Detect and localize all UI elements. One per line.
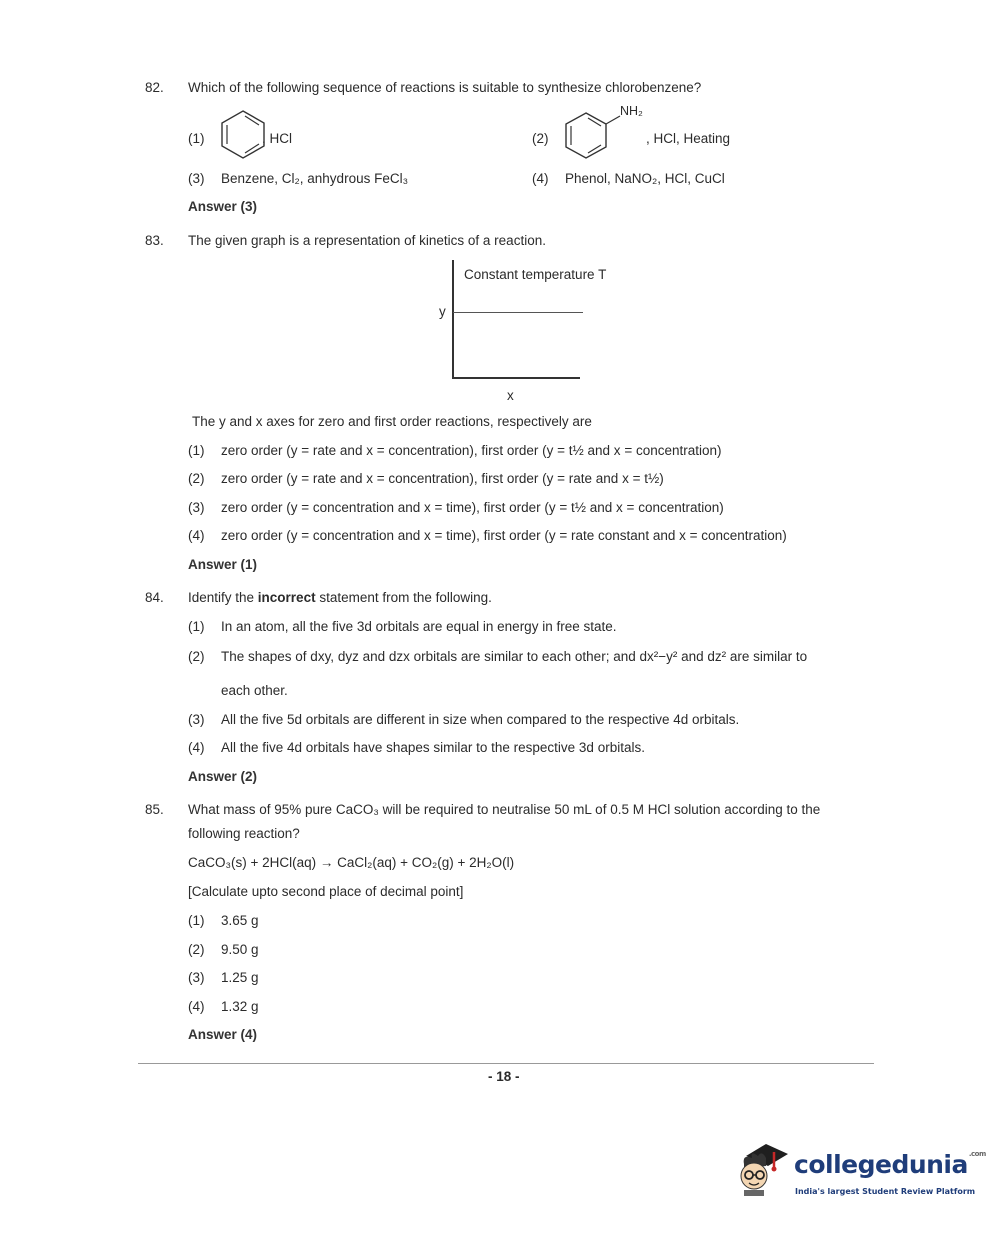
q84-option: (4) All the five 4d orbitals have shapes similar to the respective 3d orbitals. — [188, 740, 645, 755]
graph-x-label: x — [507, 388, 514, 403]
q83-text: The given graph is a representation of kinetics of a reaction. — [188, 233, 546, 248]
brand-tagline: India's largest Student Review Platform — [795, 1187, 976, 1196]
q84-text: Identify the incorrect statement from the following. — [188, 590, 492, 605]
q84-number: 84. — [145, 590, 164, 605]
q83-subtext: The y and x axes for zero and first order reactions, respectively are — [192, 414, 592, 429]
graph-y-axis — [452, 260, 454, 378]
q84-answer: Answer (2) — [188, 769, 258, 784]
q85-number: 85. — [145, 802, 164, 817]
graph-x-axis — [452, 377, 580, 379]
q82-opt1-num: (1) — [188, 131, 205, 146]
graph-title: Constant temperature T — [464, 267, 607, 282]
q83-answer: Answer (1) — [188, 557, 258, 572]
page-number: - 18 - — [488, 1069, 520, 1084]
benzene-ring-icon — [218, 108, 268, 160]
q82-number: 82. — [145, 80, 164, 95]
q85-option: (1) 3.65 g — [188, 913, 259, 928]
q85-text-line1: What mass of 95% pure CaCO₃ will be required to neutralise 50 mL of 0.5 M HCl solution according to the — [188, 802, 821, 817]
q84-option: (2) The shapes of dxy, dyz and dzx orbitals are similar to each other; and dx²−y² and dz² are similar to — [188, 649, 808, 664]
q85-option: (4) 1.32 g — [188, 999, 259, 1014]
q82-opt1-text: , HCl — [262, 131, 293, 146]
q85-text-line2: following reaction? — [188, 826, 300, 841]
q82-opt3: (3) Benzene, Cl₂, anhydrous FeCl₃ — [188, 171, 409, 186]
q85-note: [Calculate upto second place of decimal point] — [188, 884, 464, 899]
q83-option: (1) zero order (y = rate and x = concentration), first order (y = t½ and x = concentration) — [188, 443, 722, 458]
q82-answer: Answer (3) — [188, 199, 258, 214]
q82-opt2-num: (2) — [532, 131, 549, 146]
q83-number: 83. — [145, 233, 164, 248]
q83-option: (2) zero order (y = rate and x = concentration), first order (y = rate and x = t½) — [188, 471, 664, 486]
q82-opt2-text: , HCl, Heating — [646, 131, 731, 146]
brand-name: collegedunia$^{.com}$ — [794, 1150, 986, 1179]
q83-option: (4) zero order (y = concentration and x = time), first order (y = rate constant and x = concentration) — [188, 528, 787, 543]
q85-reaction: CaCO₃(s) + 2HCl(aq) → CaCl₂(aq) + CO₂(g) + 2H₂O(l) — [188, 855, 515, 870]
q82-amine-group: NH₂ — [620, 104, 643, 118]
q83-option: (3) zero order (y = concentration and x = time), first order (y = t½ and x = concentration) — [188, 500, 724, 515]
graph-y-label: y — [439, 304, 446, 319]
footer-divider — [138, 1063, 874, 1064]
graph-constant-line — [453, 312, 583, 313]
mascot-icon — [736, 1138, 794, 1198]
q85-option: (2) 9.50 g — [188, 942, 259, 957]
q82-text: Which of the following sequence of reactions is suitable to synthesize chlorobenzene? — [188, 80, 702, 95]
q84-opt2-continuation: each other. — [221, 683, 288, 698]
q84-option: (3) All the five 5d orbitals are different in size when compared to the respective 4d orbitals. — [188, 712, 740, 727]
q82-opt4: (4) Phenol, NaNO₂, HCl, CuCl — [532, 171, 725, 186]
q85-answer: Answer (4) — [188, 1027, 258, 1042]
q85-option: (3) 1.25 g — [188, 970, 259, 985]
q84-option: (1) In an atom, all the five 3d orbitals are equal in energy in free state. — [188, 619, 617, 634]
aniline-ring-icon — [562, 108, 622, 160]
